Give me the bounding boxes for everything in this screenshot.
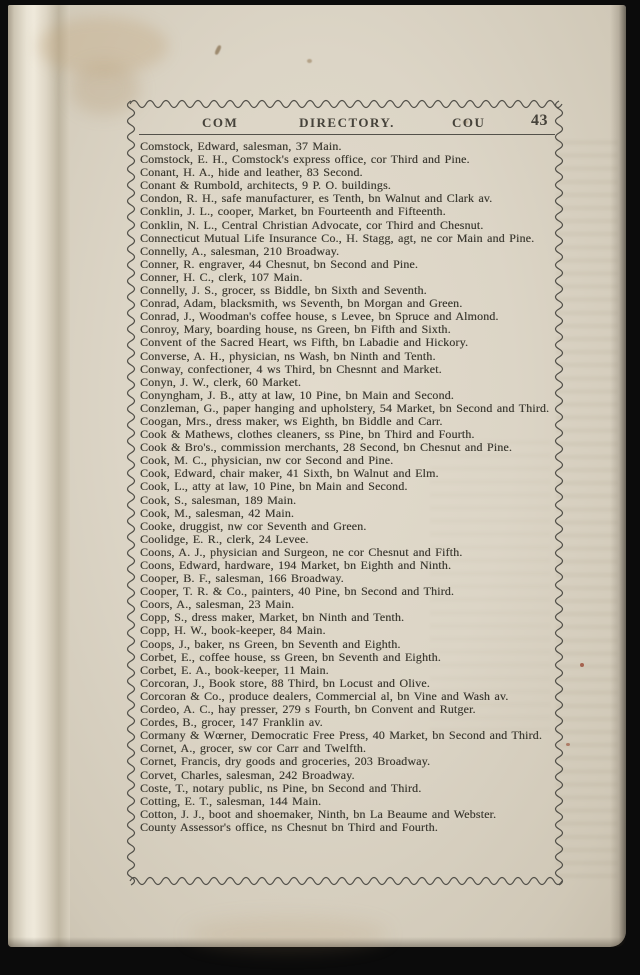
directory-entry: County Assessor's office, ns Chesnut bn Third and Fourth.	[140, 819, 438, 834]
directory-entry: Converse, A. H., physician, ns Wash, bn Ninth and Tenth.	[140, 348, 436, 363]
directory-entry: Cook, L., atty at law, 10 Pine, bn Main and Second.	[140, 479, 408, 494]
directory-entry: Corcoran & Co., produce dealers, Commercial al, bn Vine and Wash av.	[140, 688, 509, 703]
directory-entry: Cotting, E. T., salesman, 144 Main.	[140, 793, 322, 808]
directory-entry: Conant, H. A., hide and leather, 83 Second.	[140, 165, 363, 180]
directory-entry: Cooper, B. F., salesman, 166 Broadway.	[140, 571, 344, 586]
directory-entry: Conklin, N. L., Central Christian Advocate, cor Third and Chesnut.	[140, 217, 484, 232]
directory-entry: Conroy, Mary, boarding house, ns Green, bn Fifth and Sixth.	[140, 322, 451, 337]
directory-entry: Coolidge, E. R., clerk, 24 Levee.	[140, 531, 309, 546]
running-header	[130, 112, 564, 134]
directory-entry: Cook, M., salesman, 42 Main.	[140, 505, 294, 520]
directory-entry: Coogan, Mrs., dress maker, ws Eighth, bn Biddle and Carr.	[140, 413, 443, 428]
directory-entry: Cornet, A., grocer, sw cor Carr and Twelfth.	[140, 741, 367, 756]
directory-frame	[130, 103, 564, 886]
page-title: DIRECTORY.	[299, 115, 395, 130]
page-number: 43	[531, 112, 548, 129]
header-left-guide-word: COM	[202, 115, 239, 130]
directory-entry: Conklin, J. L., cooper, Market, bn Fourteenth and Fifteenth.	[140, 204, 446, 219]
header-rule	[139, 134, 555, 135]
directory-entry: Condon, R. H., safe manufacturer, es Tenth, bn Walnut and Clark av.	[140, 191, 493, 206]
directory-entry: Corbet, E. A., book-keeper, 11 Main.	[140, 662, 329, 677]
directory-entry: Cordes, B., grocer, 147 Franklin av.	[140, 715, 323, 730]
directory-entry: Cook, M. C., physician, nw cor Second and Pine.	[140, 453, 394, 468]
directory-entry: Copp, S., dress maker, Market, bn Ninth and Tenth.	[140, 610, 405, 625]
directory-entry: Cook, Edward, chair maker, 41 Sixth, bn Walnut and Elm.	[140, 466, 439, 481]
directory-entry: Coste, T., notary public, ns Pine, bn Second and Third.	[140, 780, 422, 795]
directory-entry: Cordeo, A. C., hay presser, 279 s Fourth, bn Convent and Rutger.	[140, 702, 476, 717]
directory-entry: Conant & Rumbold, architects, 9 P. O. buildings.	[140, 178, 391, 193]
page-edge-shadow	[610, 5, 626, 947]
directory-entry: Coors, A., salesman, 23 Main.	[140, 597, 295, 612]
directory-entry: Connelly, A., salesman, 210 Broadway.	[140, 243, 340, 258]
directory-entry: Corbet, E., coffee house, ss Green, bn Seventh and Eighth.	[140, 649, 441, 664]
paper-speck	[307, 59, 312, 63]
directory-entry: Coops, J., baker, ns Green, bn Seventh and Eighth.	[140, 636, 401, 651]
directory-entry: Connelly, J. S., grocer, ss Biddle, bn Sixth and Seventh.	[140, 283, 427, 298]
directory-entry: Corcoran, J., Book store, 88 Third, bn Locust and Olive.	[140, 675, 430, 690]
directory-entry: Conyngham, J. B., atty at law, 10 Pine, bn Main and Second.	[140, 387, 454, 402]
directory-entry: Cooper, T. R. & Co., painters, 40 Pine, bn Second and Third.	[140, 584, 455, 599]
directory-entry: Conrad, Adam, blacksmith, ws Seventh, bn Morgan and Green.	[140, 296, 463, 311]
paper-speck	[580, 663, 584, 667]
directory-entry: Convent of the Sacred Heart, ws Fifth, bn Labadie and Hickory.	[140, 335, 469, 350]
directory-entry: Cook & Mathews, clothes cleaners, ss Pine, bn Third and Fourth.	[140, 427, 475, 442]
directory-entry: Conrad, J., Woodman's coffee house, s Levee, bn Spruce and Almond.	[140, 309, 499, 324]
directory-entry: Cook, S., salesman, 189 Main.	[140, 492, 297, 507]
directory-entry: Conner, R. engraver, 44 Chesnut, bn Second and Pine.	[140, 256, 419, 271]
directory-entry: Comstock, Edward, salesman, 37 Main.	[140, 139, 342, 153]
directory-entry: Conyn, J. W., clerk, 60 Market.	[140, 374, 301, 389]
directory-entry: Connecticut Mutual Life Insurance Co., H. Stagg, agt, ne cor Main and Pine.	[140, 230, 535, 245]
directory-entry: Cook & Bro's., commission merchants, 28 Second, bn Chesnut and Pine.	[140, 440, 513, 455]
page-bottom-shadow	[8, 937, 626, 947]
directory-entry: Corvet, Charles, salesman, 242 Broadway.	[140, 767, 355, 782]
paper-speck	[214, 45, 222, 56]
directory-entry: Cotton, J. J., boot and shoemaker, Ninth, bn La Beaume and Webster.	[140, 806, 497, 821]
directory-entry: Comstock, E. H., Comstock's express office, cor Third and Pine.	[140, 152, 470, 167]
directory-entry: Conner, H. C., clerk, 107 Main.	[140, 269, 303, 284]
directory-entry: Conway, confectioner, 4 ws Third, bn Chesnnt and Market.	[140, 361, 442, 376]
directory-entry: Copp, H. W., book-keeper, 84 Main.	[140, 623, 326, 638]
header-right-guide-word: COU	[452, 115, 486, 130]
directory-entries	[140, 140, 573, 834]
directory-entry: Coons, A. J., physician and Surgeon, ne cor Chesnut and Fifth.	[140, 544, 463, 559]
directory-entry: Conzleman, G., paper hanging and upholstery, 54 Market, bn Second and Third.	[140, 400, 550, 415]
directory-entry: Cornet, Francis, dry goods and groceries, 203 Broadway.	[140, 754, 431, 769]
directory-entry: Cormany & Wœrner, Democratic Free Press, 40 Market, bn Second and Third.	[140, 728, 542, 743]
binding-gutter-shadow	[8, 5, 70, 947]
directory-entry: Coons, Edward, hardware, 194 Market, bn Eighth and Ninth.	[140, 558, 452, 572]
directory-entry: Cooke, druggist, nw cor Seventh and Green.	[140, 518, 367, 533]
